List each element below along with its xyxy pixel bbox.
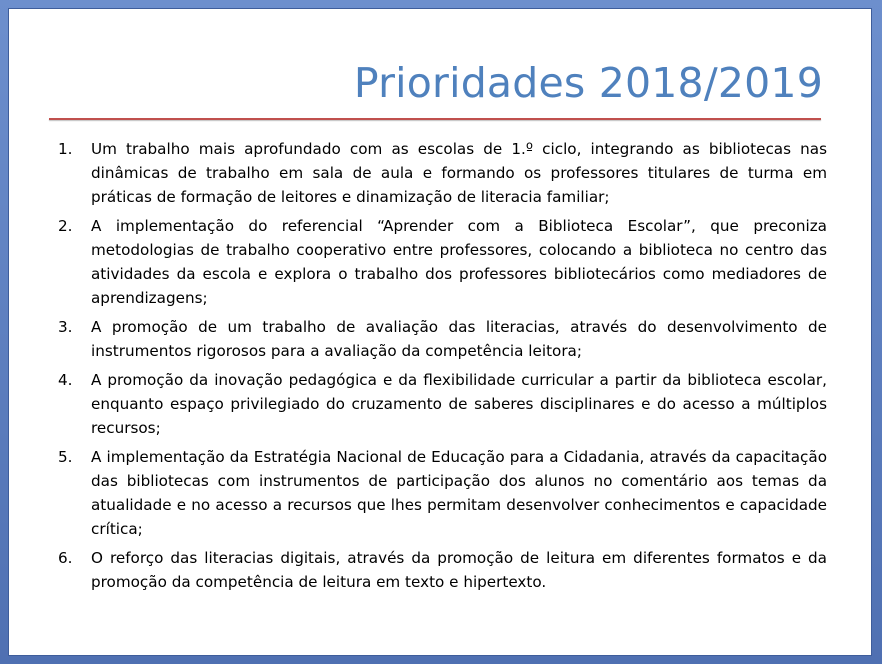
item-number: 6. bbox=[58, 549, 73, 567]
item-text: O reforço das literacias digitais, através da promoção de leitura em diferentes formatos e da promoção da competência de leitura em texto e hipertexto. bbox=[91, 549, 827, 591]
list-item bbox=[9, 214, 871, 310]
item-text: A implementação do referencial “Aprender com a Biblioteca Escolar”, que preconiza metodologias de trabalho cooperativo entre professores, colocando a biblioteca no centro das atividades da escola e explora o trabalho dos professores bibliotecários como mediadores de aprendizagens; bbox=[91, 217, 827, 307]
item-text: A promoção da inovação pedagógica e da flexibilidade curricular a partir da biblioteca escolar, enquanto espaço privilegiado do cruzamento de saberes disciplinares e do acesso a múltiplos recursos; bbox=[91, 371, 827, 437]
slide-title: Prioridades 2018/2019 bbox=[353, 59, 823, 107]
list-item bbox=[9, 137, 871, 209]
list-item bbox=[9, 546, 871, 594]
item-text: A implementação da Estratégia Nacional de Educação para a Cidadania, através da capacitação das bibliotecas com instrumentos de participação dos alunos no comentário aos temas da atualidade e no acesso a recursos que lhes permitam desenvolver conhecimentos e capacidade crítica; bbox=[91, 448, 827, 538]
item-number: 4. bbox=[58, 371, 73, 389]
list-item bbox=[9, 368, 871, 440]
item-text: Um trabalho mais aprofundado com as escolas de 1.º ciclo, integrando as bibliotecas nas dinâmicas de trabalho em sala de aula e formando os professores titulares de turma em práticas de formação de leitores e dinamização de literacia familiar; bbox=[91, 140, 827, 206]
slide bbox=[9, 9, 871, 655]
priorities-list bbox=[9, 137, 871, 599]
item-number: 3. bbox=[58, 318, 73, 336]
title-underline bbox=[49, 118, 821, 120]
item-number: 5. bbox=[58, 448, 73, 466]
item-text: A promoção de um trabalho de avaliação das literacias, através do desenvolvimento de instrumentos rigorosos para a avaliação da competência leitora; bbox=[91, 318, 827, 360]
list-item bbox=[9, 315, 871, 363]
list-item bbox=[9, 445, 871, 541]
item-number: 1. bbox=[58, 140, 73, 158]
item-number: 2. bbox=[58, 217, 73, 235]
